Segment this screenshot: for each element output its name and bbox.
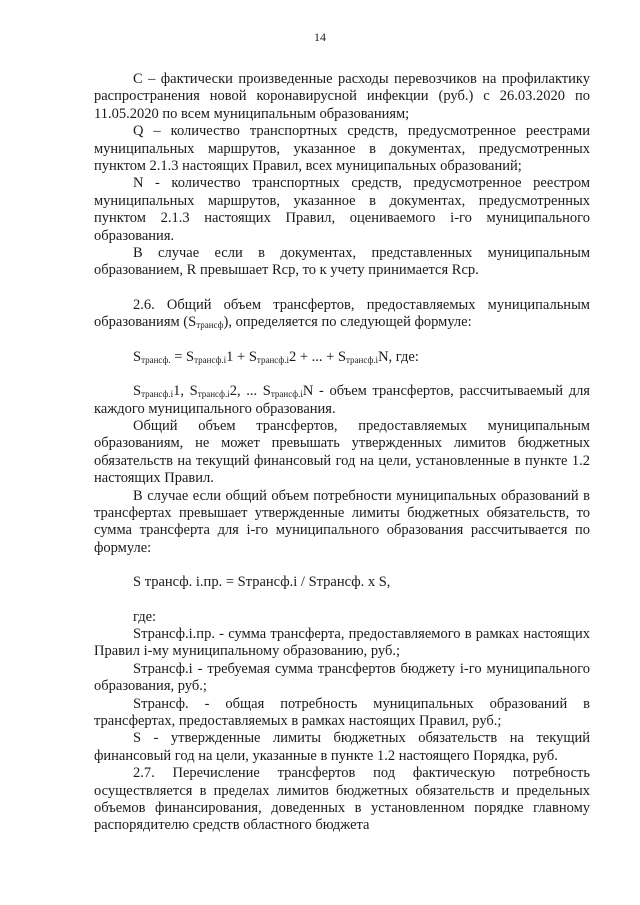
def-list-sub: трансф.i <box>197 389 230 400</box>
paragraph-r-condition: В случае если в документах, представленных муниципальным образованием, R превышает Rср, то к учету принимается Rср. <box>94 245 590 279</box>
formula1-sub: трансф. <box>141 354 171 365</box>
paragraph-excess-case: В случае если общий объем потребности муниципальных образований в трансфертах превышает утвержденные лимиты бюджетных обязательств, то сумма трансферта для i-го муниципального образования рассчитывается по формуле: <box>94 487 590 556</box>
definition-s-i: Sтрансф.i - требуемая сумма трансфертов бюджету i-го муниципального образования, руб.; <box>94 660 590 695</box>
p26-text-start: 2.6. Общий объем трансфертов, предоставляемых муниципальным образованиям (S <box>94 296 590 331</box>
paragraph-2-6 <box>94 297 590 332</box>
paragraph-q-definition: Q – количество транспортных средств, предусмотренное реестрами муниципальных маршрутов, указанное в документах, предусмотренных пунктом 2.1.3 настоящих Правил, всех муниципальных образований; <box>94 123 590 175</box>
definition-s-total: Sтрансф. - общая потребность муниципальных образований в трансфертах, предоставляемых в рамках настоящих Правил, руб.; <box>94 695 590 729</box>
formula1-term: 1 + S <box>226 348 257 365</box>
formula-total-transfers <box>94 349 590 366</box>
formula1-sub: трансф.i <box>256 354 289 365</box>
definition-s-pr: Sтрансф.i.пр. - сумма трансферта, предоставляемого в рамках настоящих Правил i-му муниципальному образованию, руб.; <box>94 625 590 660</box>
paragraph-n-definition: N - количество транспортных средств, предусмотренное реестром муниципальных маршрутов, указанное в документах, предусмотренных пунктом 2.1.3 настоящих Правил, оцениваемого i-го муниципального образования. <box>94 175 590 244</box>
p26-text-end: ), определяется по следующей формуле: <box>223 314 472 331</box>
document-body <box>94 71 590 835</box>
formula1-s: S <box>133 348 142 365</box>
def-list-sub: трансф.i <box>141 389 174 400</box>
def-list-term: N - объем трансфертов, рассчитываемый для каждого муниципального образования. <box>94 383 590 417</box>
formula1-term: 2 + ... + S <box>288 348 347 365</box>
paragraph-2-7: 2.7. Перечисление трансфертов под фактическую потребность осуществляется в пределах лимитов бюджетных обязательств и предельных объемов финансирования, доведенных в установленном порядке главному распорядителю средств областного бюджета <box>94 765 590 834</box>
formula1-sub: трансф.i <box>346 354 379 365</box>
def-list-term: 1, S <box>173 383 198 400</box>
def-list-s: S <box>133 383 142 400</box>
formula1-term: N, где: <box>378 348 419 365</box>
paragraph-c-definition: C – фактически произведенные расходы перевозчиков на профилактику распространения новой коронавирусной инфекции (руб.) с 26.03.2020 по 11.05.2020 по всем муниципальным образованиям; <box>94 71 590 122</box>
p26-subscript: трансф <box>196 320 224 331</box>
formula1-sub: трансф.i <box>194 354 227 365</box>
page-number: 14 <box>314 30 326 44</box>
def-list-sub: трансф.i <box>270 389 303 400</box>
def-list-term: 2, ... S <box>229 383 271 400</box>
formula1-eq: = S <box>170 348 195 365</box>
paragraph-variables-list <box>94 383 590 418</box>
definition-s-limits: S - утвержденные лимиты бюджетных обязательств на текущий финансовый год на цели, указанные в пункте 1.2 настоящего Порядка, руб. <box>94 730 590 764</box>
formula-individual-transfer: S трансф. i.пр. = Sтрансф.i / Sтрансф. x S, <box>133 574 391 591</box>
paragraph-limit: Общий объем трансфертов, предоставляемых муниципальным образованиям, не может превышать утвержденных лимитов бюджетных обязательств на текущий финансовый год на цели, установленные в пункте 1.2 настоящих Правил. <box>94 417 590 487</box>
where-label: где: <box>133 608 157 625</box>
